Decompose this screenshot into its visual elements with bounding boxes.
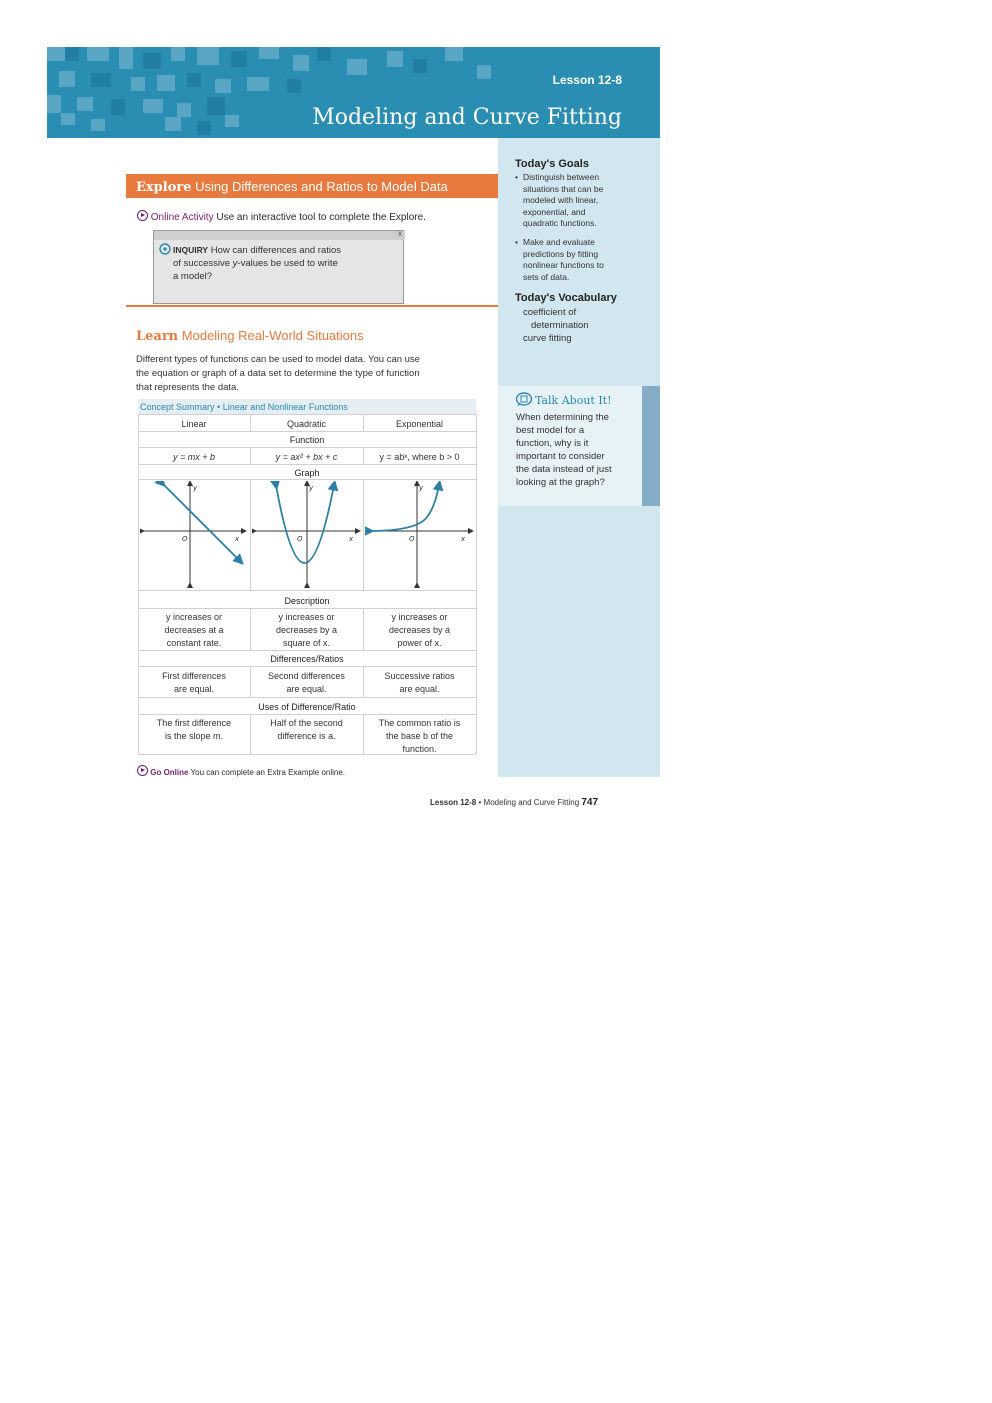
- online-activity: [137, 210, 426, 223]
- section-graph: Graph: [294, 468, 320, 478]
- go-online-link[interactable]: Go Online: [150, 768, 189, 777]
- uses-quadratic: Half of the second difference is a.: [270, 718, 343, 741]
- differences-quadratic: Second differences are equal.: [268, 671, 345, 694]
- explore-title: Using Differences and Ratios to Model Data: [195, 179, 448, 194]
- function-linear: y = mx + b: [172, 452, 216, 462]
- online-activity-link[interactable]: Online Activity: [150, 212, 214, 223]
- axis-label-x: x: [349, 535, 354, 543]
- talk-box-strip: [642, 386, 660, 506]
- online-cursor-icon: [137, 210, 148, 221]
- vocab-item[interactable]: determination: [531, 320, 589, 331]
- go-online-text: You can complete an Extra Example online.: [190, 768, 346, 777]
- col-header-exponential: Exponential: [395, 419, 444, 429]
- uses-linear: The first difference is the slope m.: [156, 718, 232, 741]
- talk-heading: Talk About It!: [535, 394, 612, 407]
- goal-2: • Make and evaluate predictions by fitting nonlinear functions to sets of data.: [515, 237, 604, 282]
- section-differences: Differences/Ratios: [270, 654, 344, 664]
- axis-label-y: y: [193, 484, 198, 492]
- lesson-number: Lesson 12-8: [552, 73, 622, 87]
- vocab-heading: Today's Vocabulary: [515, 292, 617, 304]
- explore-keyword: Explore: [136, 180, 192, 195]
- linear-graph: [140, 481, 248, 589]
- function-quadratic: y = ax² + bx + c: [275, 452, 338, 462]
- description-exponential: y increases or decreases by a power of x.: [388, 612, 451, 648]
- learn-header: Learn Modeling Real-World Situations: [136, 328, 364, 344]
- inquiry-panel[interactable]: [153, 230, 404, 304]
- lesson-banner: [47, 47, 660, 138]
- quadratic-graph: [252, 481, 362, 589]
- axis-label-y: y: [419, 484, 424, 492]
- vocab-list: [523, 306, 589, 345]
- goal-1: • Distinguish between situations that can be modeled with linear, exponential, and quadratic functions.: [515, 172, 604, 228]
- lesson-title: Modeling and Curve Fitting: [312, 105, 622, 130]
- description-quadratic: y increases or decreases by a square of x.: [275, 612, 338, 648]
- vocab-item[interactable]: coefficient of: [523, 307, 577, 318]
- talk-bubble-icon: [516, 392, 534, 406]
- inquiry-icon: [159, 243, 171, 255]
- axis-label-x: x: [461, 535, 466, 543]
- close-icon[interactable]: x: [398, 229, 402, 238]
- explore-header: [126, 174, 498, 198]
- exponential-graph: [365, 481, 475, 589]
- vocab-item[interactable]: curve fitting: [523, 333, 572, 344]
- inquiry-text-2: of successive y-values be used to write a model?: [173, 258, 338, 282]
- goals-heading: Today's Goals: [515, 158, 589, 170]
- section-function: Function: [289, 435, 325, 445]
- differences-linear: First differences are equal.: [162, 671, 226, 694]
- inquiry-text: INQUIRY How can differences and ratios: [173, 245, 342, 256]
- origin-label: O: [182, 535, 188, 543]
- learn-paragraph: Different types of functions can be used to model data. You can use the equation or graph of a data set to determine the type of function that represents the data.: [136, 354, 420, 393]
- page-footer: Lesson 12-8 • Modeling and Curve Fitting 747: [430, 797, 599, 808]
- go-online-cursor-icon: [137, 765, 148, 776]
- axis-label-y: y: [309, 484, 314, 492]
- axis-label-x: x: [235, 535, 240, 543]
- inquiry-titlebar: [154, 231, 405, 240]
- origin-label: O: [297, 535, 303, 543]
- section-uses: Uses of Difference/Ratio: [258, 702, 356, 712]
- col-header-linear: Linear: [181, 419, 207, 429]
- concept-summary-title: Concept Summary • Linear and Nonlinear Functions: [138, 399, 476, 414]
- explore-divider: [126, 305, 498, 307]
- origin-label: O: [409, 535, 415, 543]
- talk-text: When determining the best model for a function, why is it important to consider the data instead of just looking at the graph?: [516, 412, 612, 488]
- function-exponential: y = abˣ, where b > 0: [379, 452, 460, 462]
- go-online: [137, 765, 345, 777]
- description-linear: y increases or decreases at a constant rate.: [164, 612, 224, 648]
- page-number: 747: [581, 797, 599, 808]
- differences-exponential: Successive ratios are equal.: [384, 671, 455, 694]
- uses-exponential: The common ratio is the base b of the function.: [378, 718, 461, 754]
- online-activity-text: Use an interactive tool to complete the Explore.: [216, 212, 426, 223]
- section-description: Description: [284, 596, 330, 606]
- col-header-quadratic: Quadratic: [286, 419, 327, 429]
